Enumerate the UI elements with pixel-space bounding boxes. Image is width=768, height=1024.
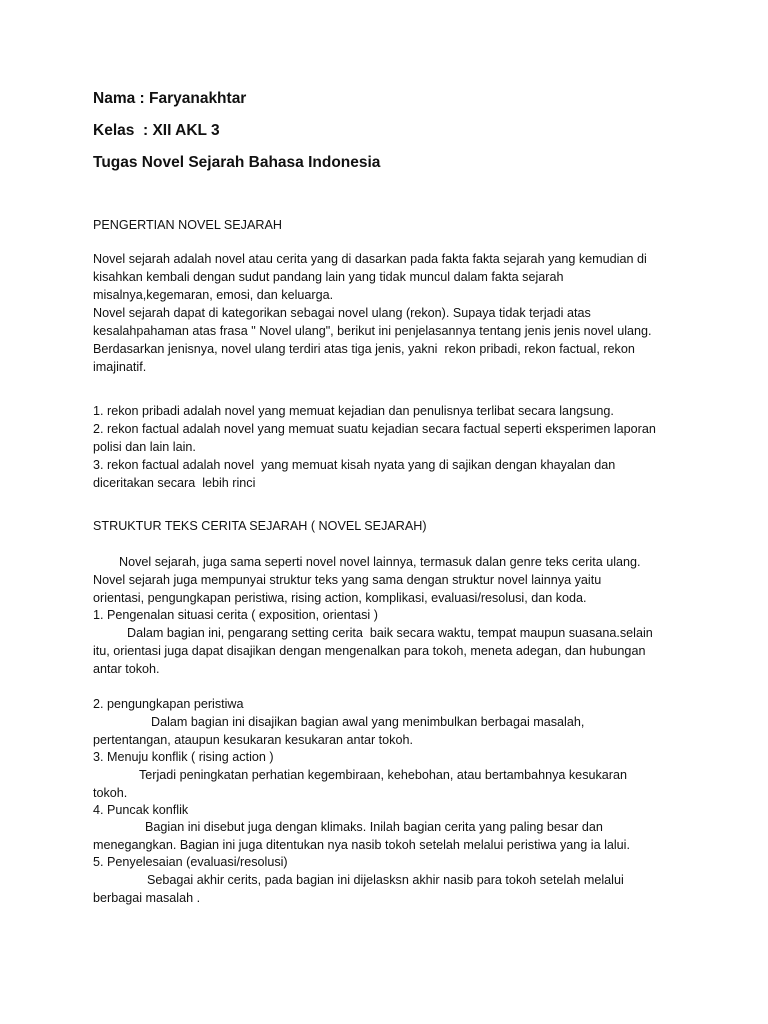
paragraph-line: antar tokoh. (93, 662, 160, 676)
paragraph-line: menegangkan. Bagian ini juga ditentukan nya nasib tokoh setelah melalui peristiwa yang ia lalui. (93, 838, 630, 852)
paragraph-line: Berdasarkan jenisnya, novel ulang terdiri atas tiga jenis, yakni rekon pribadi, rekon factual, rekon (93, 342, 635, 356)
list-item: diceritakan secara lebih rinci (93, 476, 256, 490)
student-name: Nama : Faryanakhtar (93, 90, 247, 107)
structure-item-title: 1. Pengenalan situasi cerita ( exposition, orientasi ) (93, 608, 378, 622)
paragraph-line: Novel sejarah adalah novel atau cerita yang di dasarkan pada fakta fakta sejarah yang kemudian di (93, 252, 647, 266)
section-heading-pengertian: PENGERTIAN NOVEL SEJARAH (93, 218, 282, 232)
paragraph-line: kesalahpahaman atas frasa " Novel ulang", berikut ini penjelasannya tentang jenis jenis novel ulang. (93, 324, 652, 338)
paragraph-line: Novel sejarah dapat di kategorikan sebagai novel ulang (rekon). Supaya tidak terjadi atas (93, 306, 591, 320)
structure-item-title: 2. pengungkapan peristiwa (93, 697, 244, 711)
paragraph-line: imajinatif. (93, 360, 147, 374)
list-item: 3. rekon factual adalah novel yang memuat kisah nyata yang di sajikan dengan khayalan dan (93, 458, 616, 472)
list-item: 2. rekon factual adalah novel yang memuat suatu kejadian secara factual seperti eksperimen laporan (93, 422, 656, 436)
paragraph-line: berbagai masalah . (93, 891, 201, 905)
paragraph-line: Novel sejarah, juga sama seperti novel novel lainnya, termasuk dalan genre teks cerita ulang. (119, 555, 641, 569)
structure-item-title: 5. Penyelesaian (evaluasi/resolusi) (93, 855, 288, 869)
structure-item-title: 3. Menuju konflik ( rising action ) (93, 750, 274, 764)
paragraph-line: pertentangan, ataupun kesukaran kesukaran antar tokoh. (93, 733, 413, 747)
paragraph-line: Dalam bagian ini disajikan bagian awal yang menimbulkan berbagai masalah, (151, 715, 585, 729)
paragraph-line: misalnya,kegemaran, emosi, dan keluarga. (93, 288, 334, 302)
paragraph-line: Sebagai akhir cerits, pada bagian ini dijelasksn akhir nasib para tokoh setelah melalui (147, 873, 624, 887)
paragraph-line: Terjadi peningkatan perhatian kegembiraan, kehebohan, atau bertambahnya kesukaran (139, 768, 627, 782)
paragraph-line: itu, orientasi juga dapat disajikan dengan mengenalkan para tokoh, meneta adegan, dan hubungan (93, 644, 646, 658)
paragraph-line: tokoh. (93, 786, 128, 800)
structure-item-title: 4. Puncak konflik (93, 803, 189, 817)
section-heading-struktur: STRUKTUR TEKS CERITA SEJARAH ( NOVEL SEJARAH) (93, 519, 427, 533)
paragraph-line: kisahkan kembali dengan sudut pandang lain yang tidak muncul dalam fakta sejarah (93, 270, 564, 284)
paragraph-line: Bagian ini disebut juga dengan klimaks. Inilah bagian cerita yang paling besar dan (145, 820, 603, 834)
paragraph-line: orientasi, pengungkapan peristiwa, rising action, komplikasi, evaluasi/resolusi, dan koda. (93, 591, 587, 605)
list-item: 1. rekon pribadi adalah novel yang memuat kejadian dan penulisnya terlibat secara langsung. (93, 404, 614, 418)
assignment-title: Tugas Novel Sejarah Bahasa Indonesia (93, 154, 381, 171)
list-item: polisi dan lain lain. (93, 440, 196, 454)
paragraph-line: Novel sejarah juga mempunyai struktur teks yang sama dengan struktur novel lainnya yaitu (93, 573, 602, 587)
paragraph-line: Dalam bagian ini, pengarang setting cerita baik secara waktu, tempat maupun suasana.selain (127, 626, 653, 640)
student-class: Kelas : XII AKL 3 (93, 122, 220, 139)
